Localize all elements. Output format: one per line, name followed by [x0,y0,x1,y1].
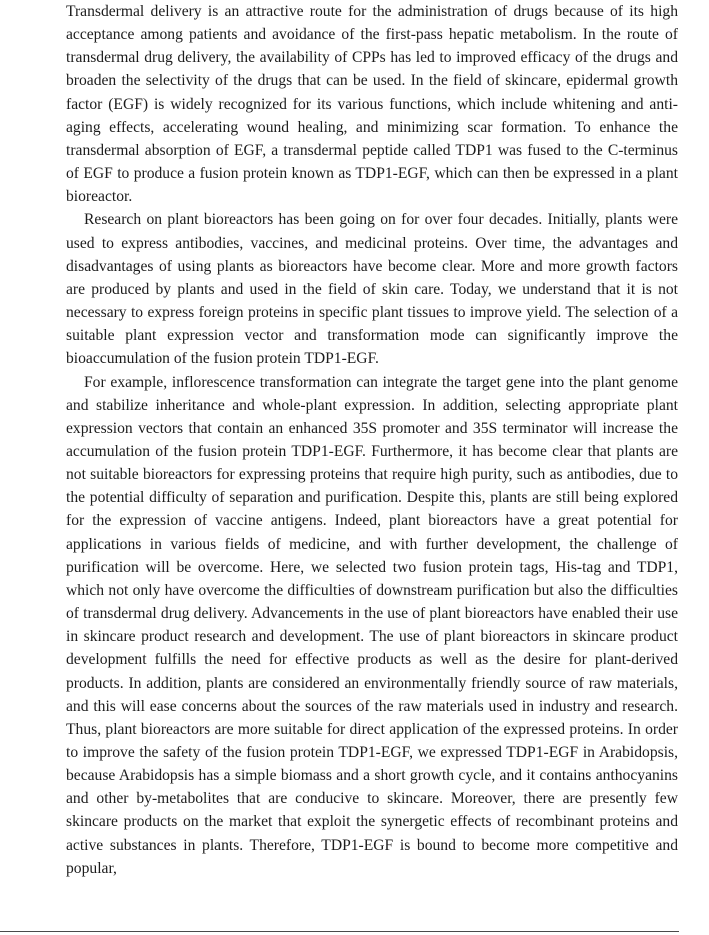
body-text-column [66,0,678,880]
paragraph-transdermal-delivery: Transdermal delivery is an attractive route for the administration of drugs because of its high acceptance among patients and avoidance of the first-pass hepatic metabolism. In the route of transdermal drug delivery, the availability of CPPs has led to improved efficacy of the drugs and broaden the selectivity of the drugs that can be used. In the field of skincare, epidermal growth factor (EGF) is widely recognized for its various functions, which include whitening and anti-aging effects, accelerating wound healing, and minimizing scar formation. To enhance the transdermal absorption of EGF, a transdermal peptide called TDP1 was fused to the C-terminus of EGF to produce a fusion protein known as TDP1-EGF, which can then be expressed in a plant bioreactor. [66,3,678,206]
paragraph-inflorescence-transformation: For example, inflorescence transformation can integrate the target gene into the plant genome and stabilize inheritance and whole-plant expression. In addition, selecting appropriate plant expression vectors that contain an enhanced 35S promoter and 35S terminator will increase the accumulation of the fusion protein TDP1-EGF. Furthermore, it has become clear that plants are not suitable bioreactors for expressing proteins that require high purity, such as antibodies, due to the potential difficulty of separation and purification. Despite this, plants are still being explored for the expression of vaccine antigens. Indeed, plant bioreactors have a great potential for applications in various fields of medicine, and with further development, the challenge of purification will be overcome. Here, we selected two fusion protein tags, His-tag and TDP1, which not only have overcome the difficulties of downstream purification but also the difficulties of transdermal drug delivery. Advancements in the use of plant bioreactors have enabled their use in skincare product research and development. The use of plant bioreactors in skincare product development fulfills the need for effective products as well as the desire for plant-derived products. In addition, plants are considered an environmentally friendly source of raw materials, and this will ease concerns about the sources of the raw materials used in industry and research. Thus, plant bioreactors are more suitable for direct application of the expressed proteins. In order to improve the safety of the fusion protein TDP1-EGF, we expressed TDP1-EGF in Arabidopsis, because Arabidopsis has a simple biomass and a short growth cycle, and it contains anthocyanins and other by-metabolites that are conducive to skincare. Moreover, there are presently few skincare products on the market that exploit the synergetic effects of recombinant proteins and active substances in plants. Therefore, TDP1-EGF is bound to become more competitive and popular, [66,373,678,877]
paragraph-plant-bioreactor-research: Research on plant bioreactors has been going on for over four decades. Initially, plants were used to express antibodies, vaccines, and medicinal proteins. Over time, the advantages and disadvantages of using plants as bioreactors have become clear. More and more growth factors are produced by plants and used in the field of skin care. Today, we understand that it is not necessary to express foreign proteins in specific plant tissues to improve yield. The selection of a suitable plant expression vector and transformation mode can significantly improve the bioaccumulation of the fusion protein TDP1-EGF. [66,211,678,368]
page-bottom-rule [0,931,679,932]
